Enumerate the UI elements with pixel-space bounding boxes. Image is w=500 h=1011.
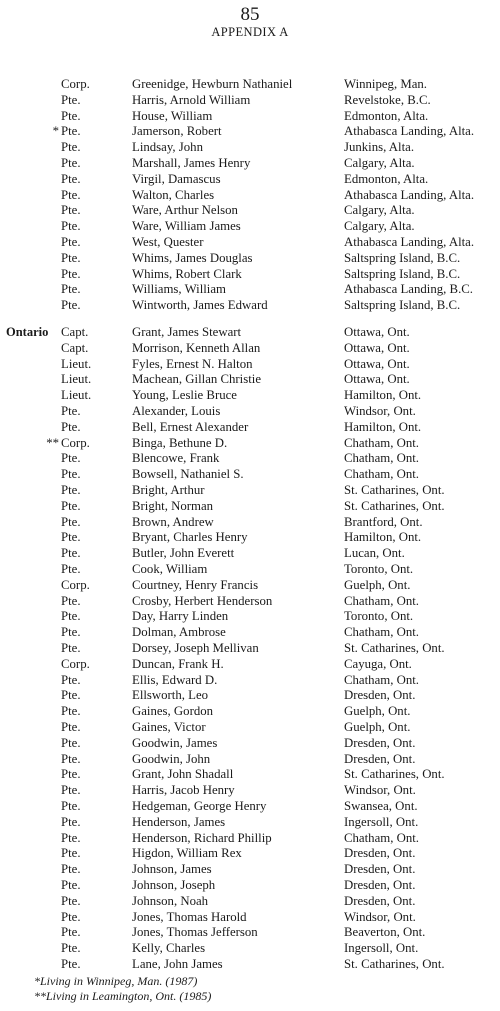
place-cell: Athabasca Landing, B.C. bbox=[344, 282, 474, 297]
place-cell: Windsor, Ont. bbox=[344, 909, 416, 924]
name-cell: Dorsey, Joseph Mellivan bbox=[132, 641, 259, 655]
place-cell: Toronto, Ont. bbox=[344, 609, 414, 624]
page-heading: APPENDIX A bbox=[211, 25, 289, 39]
roster-row bbox=[0, 956, 500, 972]
rank-cell: Pte. bbox=[61, 893, 81, 908]
roster-row bbox=[0, 266, 500, 282]
roster-row bbox=[0, 766, 500, 782]
name-cell: Butler, John Everett bbox=[132, 546, 235, 561]
roster-row bbox=[0, 450, 500, 466]
place-cell: Dresden, Ont. bbox=[344, 735, 416, 750]
roster-row bbox=[0, 187, 500, 203]
name-cell: West, Quester bbox=[132, 235, 204, 249]
name-cell: Wintworth, James Edward bbox=[132, 298, 268, 313]
name-cell: Marshall, James Henry bbox=[132, 156, 251, 170]
roster-row bbox=[0, 656, 500, 672]
roster-row bbox=[0, 403, 500, 419]
name-cell: Bowsell, Nathaniel S. bbox=[132, 467, 244, 482]
rank-cell: Pte. bbox=[61, 419, 81, 434]
place-cell: Dresden, Ont. bbox=[344, 878, 416, 892]
place-cell: Athabasca Landing, Alta. bbox=[344, 235, 475, 249]
footnote-marker: * bbox=[52, 124, 59, 139]
name-cell: Brown, Andrew bbox=[132, 514, 214, 529]
rank-cell: Pte. bbox=[61, 124, 81, 139]
name-cell: Harris, Jacob Henry bbox=[132, 783, 235, 798]
roster-row bbox=[0, 108, 500, 124]
place-cell: Chatham, Ont. bbox=[344, 593, 419, 608]
roster-row bbox=[0, 202, 500, 218]
place-cell: St. Catharines, Ont. bbox=[344, 483, 445, 497]
roster-row bbox=[0, 719, 500, 735]
place-cell: Chatham, Ont. bbox=[344, 672, 419, 687]
place-cell: Edmonton, Alta. bbox=[344, 108, 429, 123]
place-cell: Brantford, Ont. bbox=[344, 514, 423, 529]
name-cell: Binga, Bethune D. bbox=[132, 435, 228, 450]
place-cell: Windsor, Ont. bbox=[344, 404, 416, 418]
name-cell: Dolman, Ambrose bbox=[132, 625, 226, 640]
rank-cell: Pte. bbox=[61, 498, 81, 513]
roster-row bbox=[0, 798, 500, 814]
name-cell: Alexander, Louis bbox=[132, 404, 221, 418]
rank-cell: Pte. bbox=[61, 609, 81, 624]
name-cell: Goodwin, James bbox=[132, 735, 218, 750]
place-cell: Toronto, Ont. bbox=[344, 562, 414, 576]
name-cell: Williams, William bbox=[132, 282, 226, 297]
place-cell: Hamilton, Ont. bbox=[344, 388, 422, 403]
roster-row bbox=[0, 751, 500, 767]
name-cell: Jones, Thomas Harold bbox=[132, 909, 247, 924]
name-cell: Fyles, Ernest N. Halton bbox=[132, 356, 253, 371]
roster-row bbox=[0, 498, 500, 514]
roster-row bbox=[0, 482, 500, 498]
rank-cell: Pte. bbox=[61, 941, 81, 956]
place-cell: Athabasca Landing, Alta. bbox=[344, 187, 475, 202]
place-cell: Winnipeg, Man. bbox=[344, 77, 428, 91]
rank-cell: Pte. bbox=[61, 641, 81, 655]
roster-row bbox=[0, 703, 500, 719]
place-cell: St. Catharines, Ont. bbox=[344, 767, 445, 782]
name-cell: Bryant, Charles Henry bbox=[132, 530, 248, 545]
name-cell: Henderson, James bbox=[132, 814, 226, 829]
place-cell: St. Catharines, Ont. bbox=[344, 641, 445, 655]
place-cell: Dresden, Ont. bbox=[344, 688, 416, 703]
name-cell: Duncan, Frank H. bbox=[132, 656, 224, 671]
roster-row bbox=[0, 155, 500, 171]
name-cell: Whims, James Douglas bbox=[132, 250, 253, 265]
rank-cell: Pte. bbox=[61, 219, 81, 234]
rank-cell: Pte. bbox=[61, 514, 81, 529]
place-cell: Guelph, Ont. bbox=[344, 720, 411, 734]
rank-cell: Pte. bbox=[61, 625, 81, 640]
name-cell: Henderson, Richard Phillip bbox=[132, 830, 272, 845]
rank-cell: Pte. bbox=[61, 720, 81, 734]
name-cell: House, William bbox=[132, 108, 213, 123]
roster-row bbox=[0, 171, 500, 187]
roster-row bbox=[0, 861, 500, 877]
place-cell: Chatham, Ont. bbox=[344, 830, 419, 845]
place-cell: Hamilton, Ont. bbox=[344, 419, 422, 434]
rank-cell: Pte. bbox=[61, 862, 81, 877]
rank-cell: Corp. bbox=[61, 577, 90, 592]
name-cell: Gaines, Victor bbox=[132, 720, 206, 734]
place-cell: Chatham, Ont. bbox=[344, 467, 419, 482]
roster-row bbox=[0, 845, 500, 861]
rank-cell: Lieut. bbox=[61, 372, 92, 387]
name-cell: Ellsworth, Leo bbox=[132, 688, 209, 703]
name-cell: Bright, Norman bbox=[132, 498, 214, 513]
name-cell: Bright, Arthur bbox=[132, 483, 205, 497]
roster-row bbox=[0, 640, 500, 656]
rank-cell: Pte. bbox=[61, 108, 81, 123]
roster-row bbox=[0, 782, 500, 798]
rank-cell: Pte. bbox=[61, 171, 81, 186]
place-cell: St. Catharines, Ont. bbox=[344, 498, 445, 513]
place-cell: Dresden, Ont. bbox=[344, 751, 416, 766]
place-cell: St. Catharines, Ont. bbox=[344, 957, 445, 971]
place-cell: Saltspring Island, B.C. bbox=[344, 266, 461, 281]
rank-cell: Pte. bbox=[61, 187, 81, 202]
rank-cell: Capt. bbox=[61, 340, 89, 355]
name-cell: Young, Leslie Bruce bbox=[132, 388, 237, 403]
roster-row bbox=[0, 514, 500, 530]
rank-cell: Pte. bbox=[61, 704, 81, 719]
rank-cell: Pte. bbox=[61, 688, 81, 703]
name-cell: Johnson, Noah bbox=[132, 893, 209, 908]
name-cell: Grant, James Stewart bbox=[132, 325, 242, 339]
rank-cell: Pte. bbox=[61, 250, 81, 265]
roster-row bbox=[0, 123, 500, 139]
name-cell: Greenidge, Hewburn Nathaniel bbox=[132, 77, 293, 91]
place-cell: Calgary, Alta. bbox=[344, 203, 415, 218]
name-cell: Gaines, Gordon bbox=[132, 704, 214, 719]
rank-cell: Pte. bbox=[61, 799, 81, 813]
name-cell: Harris, Arnold William bbox=[132, 92, 251, 107]
roster-row bbox=[0, 250, 500, 266]
rank-cell: Pte. bbox=[61, 814, 81, 829]
place-cell: Windsor, Ont. bbox=[344, 783, 416, 798]
place-cell: Junkins, Alta. bbox=[344, 140, 415, 155]
roster-row bbox=[0, 419, 500, 435]
rank-cell: Pte. bbox=[61, 830, 81, 845]
rank-cell: Pte. bbox=[61, 672, 81, 687]
rank-cell: Pte. bbox=[61, 467, 81, 482]
rank-cell: Pte. bbox=[61, 140, 81, 155]
roster-row bbox=[0, 687, 500, 703]
name-cell: Hedgeman, George Henry bbox=[132, 799, 267, 813]
rank-cell: Pte. bbox=[61, 562, 81, 576]
name-cell: Whims, Robert Clark bbox=[132, 266, 242, 281]
name-cell: Day, Harry Linden bbox=[132, 609, 229, 624]
roster-row bbox=[0, 545, 500, 561]
place-cell: Guelph, Ont. bbox=[344, 577, 411, 592]
rank-cell: Pte. bbox=[61, 546, 81, 561]
rank-cell: Lieut. bbox=[61, 356, 92, 371]
rank-cell: Pte. bbox=[61, 925, 81, 940]
place-cell: Lucan, Ont. bbox=[344, 546, 405, 561]
rank-cell: Pte. bbox=[61, 878, 81, 892]
roster-row bbox=[0, 218, 500, 234]
rank-cell: Pte. bbox=[61, 404, 81, 418]
name-cell: Morrison, Kenneth Allan bbox=[132, 340, 261, 355]
roster-row bbox=[0, 909, 500, 925]
place-cell: Saltspring Island, B.C. bbox=[344, 250, 461, 265]
place-cell: Ottawa, Ont. bbox=[344, 372, 410, 387]
roster-row bbox=[0, 608, 500, 624]
name-cell: Virgil, Damascus bbox=[132, 171, 221, 186]
roster-row bbox=[0, 234, 500, 250]
roster-row bbox=[0, 529, 500, 545]
rank-cell: Pte. bbox=[61, 957, 81, 971]
roster-row bbox=[0, 466, 500, 482]
footnotes bbox=[34, 974, 211, 1004]
place-cell: Ottawa, Ont. bbox=[344, 325, 410, 339]
roster-row bbox=[0, 92, 500, 108]
rank-cell: Corp. bbox=[61, 656, 90, 671]
roster-row bbox=[0, 387, 500, 403]
rank-cell: Pte. bbox=[61, 156, 81, 170]
roster-row bbox=[0, 735, 500, 751]
name-cell: Ware, Arthur Nelson bbox=[132, 203, 238, 218]
place-cell: Ingersoll, Ont. bbox=[344, 941, 419, 956]
place-cell: Cayuga, Ont. bbox=[344, 656, 412, 671]
rank-cell: Pte. bbox=[61, 298, 81, 313]
place-cell: Swansea, Ont. bbox=[344, 799, 418, 813]
name-cell: Bell, Ernest Alexander bbox=[132, 419, 249, 434]
name-cell: Walton, Charles bbox=[132, 187, 215, 202]
place-cell: Dresden, Ont. bbox=[344, 846, 416, 861]
roster-row bbox=[0, 672, 500, 688]
name-cell: Higdon, William Rex bbox=[132, 846, 242, 861]
roster-row bbox=[0, 593, 500, 609]
name-cell: Kelly, Charles bbox=[132, 941, 206, 956]
name-cell: Machean, Gillan Christie bbox=[132, 372, 261, 387]
place-cell: Chatham, Ont. bbox=[344, 435, 419, 450]
name-cell: Ellis, Edward D. bbox=[132, 672, 218, 687]
roster-row bbox=[0, 340, 500, 356]
roster-row bbox=[0, 356, 500, 372]
name-cell: Grant, John Shadall bbox=[132, 767, 234, 782]
province-label: Ontario bbox=[6, 325, 49, 339]
roster-row bbox=[0, 297, 500, 313]
roster-row bbox=[0, 877, 500, 893]
page-number: 85 bbox=[240, 4, 260, 25]
roster-row bbox=[0, 324, 500, 340]
rank-cell: Pte. bbox=[61, 767, 81, 782]
roster-row bbox=[0, 435, 500, 451]
place-cell: Ottawa, Ont. bbox=[344, 340, 410, 355]
name-cell: Jamerson, Robert bbox=[132, 124, 222, 139]
rank-cell: Pte. bbox=[61, 282, 81, 297]
roster-row bbox=[0, 76, 500, 92]
rank-cell: Pte. bbox=[61, 846, 81, 861]
place-cell: Athabasca Landing, Alta. bbox=[344, 124, 475, 139]
rank-cell: Pte. bbox=[61, 92, 81, 107]
place-cell: Dresden, Ont. bbox=[344, 862, 416, 877]
place-cell: Edmonton, Alta. bbox=[344, 171, 429, 186]
roster-row bbox=[0, 624, 500, 640]
rank-cell: Pte. bbox=[61, 483, 81, 497]
roster-row bbox=[0, 940, 500, 956]
rank-cell: Pte. bbox=[61, 451, 81, 466]
roster-row bbox=[0, 830, 500, 846]
roster-row bbox=[0, 281, 500, 297]
name-cell: Lindsay, John bbox=[132, 140, 203, 155]
place-cell: Saltspring Island, B.C. bbox=[344, 298, 461, 313]
roster-row bbox=[0, 924, 500, 940]
name-cell: Ware, William James bbox=[132, 219, 241, 234]
rank-cell: Pte. bbox=[61, 530, 81, 545]
place-cell: Dresden, Ont. bbox=[344, 893, 416, 908]
roster-row bbox=[0, 561, 500, 577]
rank-cell: Pte. bbox=[61, 783, 81, 798]
roster-row bbox=[0, 893, 500, 909]
footnote-2: **Living in Leamington, Ont. (1985) bbox=[34, 989, 212, 1003]
name-cell: Johnson, Joseph bbox=[132, 878, 216, 892]
footnote-1: *Living in Winnipeg, Man. (1987) bbox=[34, 974, 198, 988]
name-cell: Lane, John James bbox=[132, 957, 223, 971]
rank-cell: Pte. bbox=[61, 203, 81, 218]
roster-row bbox=[0, 814, 500, 830]
rank-cell: Corp. bbox=[61, 435, 90, 450]
place-cell: Beaverton, Ont. bbox=[344, 925, 426, 940]
place-cell: Hamilton, Ont. bbox=[344, 530, 422, 545]
rank-cell: Capt. bbox=[61, 325, 89, 339]
place-cell: Chatham, Ont. bbox=[344, 625, 419, 640]
name-cell: Goodwin, John bbox=[132, 751, 211, 766]
rank-cell: Lieut. bbox=[61, 388, 92, 403]
name-cell: Cook, William bbox=[132, 562, 208, 576]
rank-cell: Pte. bbox=[61, 909, 81, 924]
rank-cell: Pte. bbox=[61, 735, 81, 750]
rank-cell: Pte. bbox=[61, 235, 81, 249]
name-cell: Johnson, James bbox=[132, 862, 212, 877]
rank-cell: Pte. bbox=[61, 266, 81, 281]
name-cell: Crosby, Herbert Henderson bbox=[132, 593, 273, 608]
place-cell: Calgary, Alta. bbox=[344, 156, 415, 170]
rank-cell: Pte. bbox=[61, 593, 81, 608]
roster-row bbox=[0, 371, 500, 387]
place-cell: Guelph, Ont. bbox=[344, 704, 411, 719]
name-cell: Blencowe, Frank bbox=[132, 451, 220, 466]
roster-row bbox=[0, 577, 500, 593]
name-cell: Courtney, Henry Francis bbox=[132, 577, 259, 592]
rank-cell: Pte. bbox=[61, 751, 81, 766]
rank-cell: Corp. bbox=[61, 77, 90, 91]
roster-row bbox=[0, 139, 500, 155]
name-cell: Jones, Thomas Jefferson bbox=[132, 925, 258, 940]
place-cell: Chatham, Ont. bbox=[344, 451, 419, 466]
footnote-marker: ** bbox=[46, 435, 59, 450]
place-cell: Calgary, Alta. bbox=[344, 219, 415, 234]
place-cell: Revelstoke, B.C. bbox=[344, 92, 431, 107]
place-cell: Ingersoll, Ont. bbox=[344, 814, 419, 829]
place-cell: Ottawa, Ont. bbox=[344, 356, 410, 371]
